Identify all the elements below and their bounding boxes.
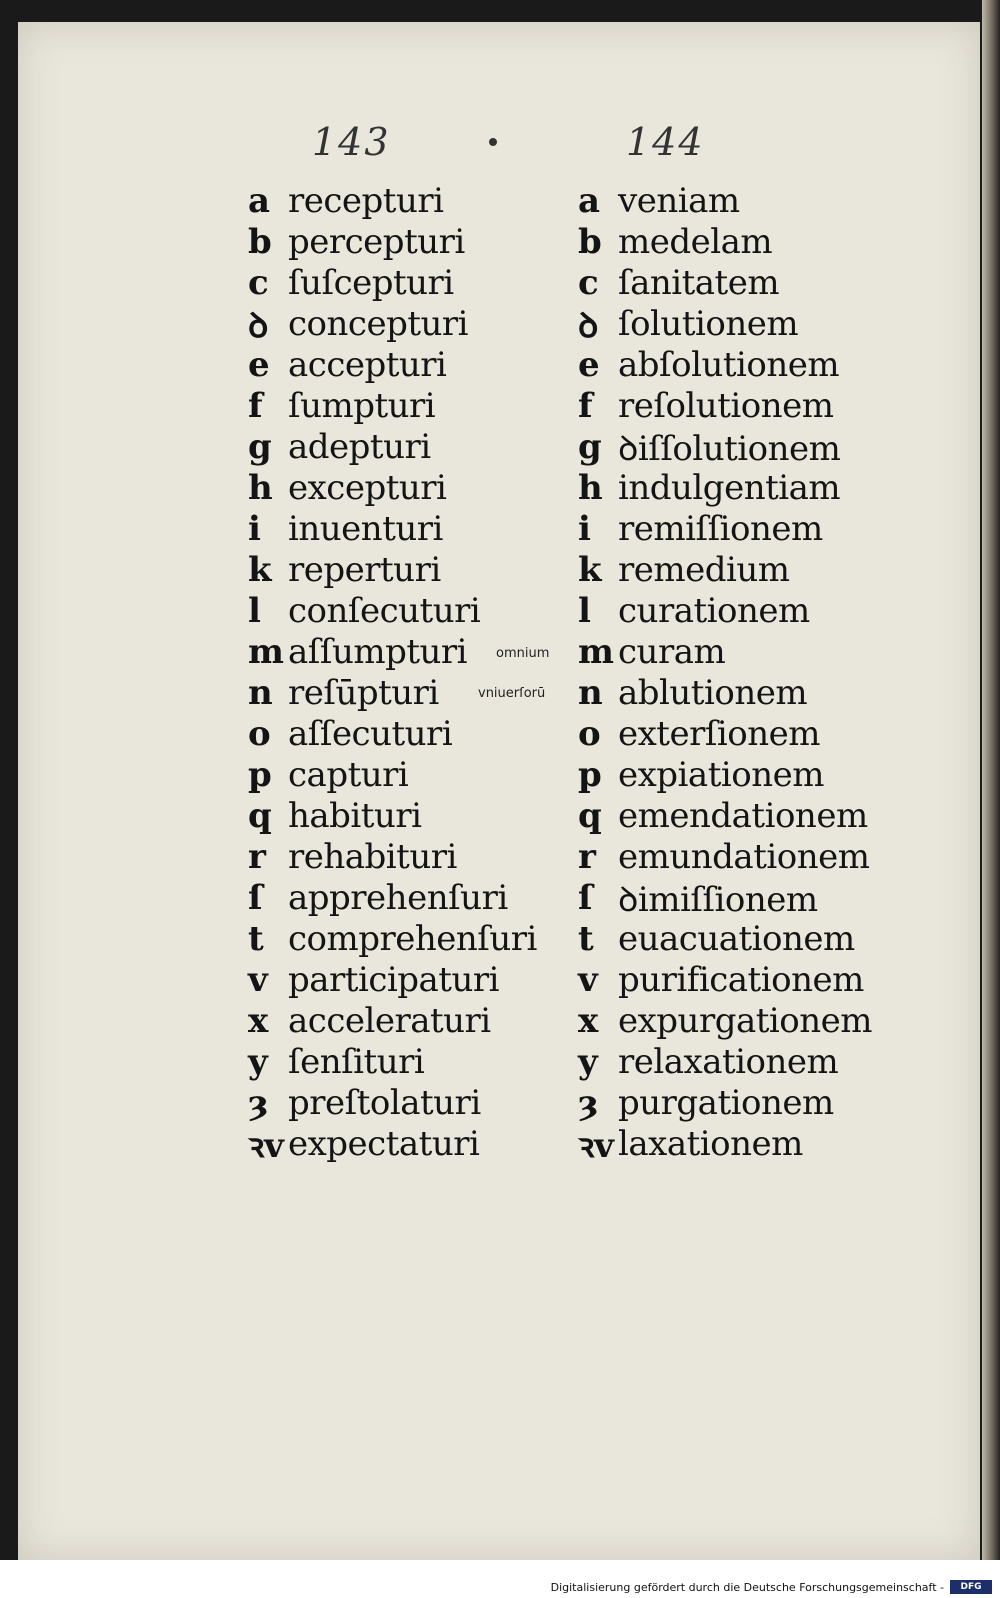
row-word: apprehenſuri [288, 877, 508, 918]
row-letter: k [578, 549, 602, 590]
page-edge [982, 0, 1000, 1598]
row-word: comprehenſuri [288, 918, 537, 959]
word-row [578, 918, 872, 959]
row-letter: g [248, 426, 272, 467]
row-word: abſolutionem [618, 344, 840, 385]
word-row [248, 344, 537, 385]
row-letter: v [578, 959, 598, 1000]
row-letter: ꝛv [578, 1125, 614, 1166]
row-word: reſūpturi [288, 672, 439, 713]
row-word: medelam [618, 221, 773, 262]
row-letter: t [248, 918, 264, 959]
row-word: recepturi [288, 180, 444, 221]
row-letter: r [248, 836, 266, 877]
row-word: aſſumpturi [288, 631, 468, 672]
row-letter: e [248, 344, 270, 385]
word-row [578, 303, 872, 344]
row-letter: ꝺ [248, 305, 269, 346]
row-word: ſumpturi [288, 385, 436, 426]
row-letter: p [248, 754, 272, 795]
row-letter: f [248, 385, 263, 426]
row-word: inuenturi [288, 508, 443, 549]
row-word: ſuſcepturi [288, 262, 454, 303]
row-letter: x [248, 1000, 269, 1041]
row-letter: h [248, 467, 273, 508]
dfg-logo: DFG [950, 1580, 992, 1594]
word-row [248, 713, 537, 754]
row-word: expiationem [618, 754, 824, 795]
word-row [578, 1123, 872, 1164]
row-word: ſenſituri [288, 1041, 425, 1082]
word-row [578, 1041, 872, 1082]
word-row [248, 836, 537, 877]
word-row [248, 877, 537, 918]
row-letter: r [578, 836, 596, 877]
row-word: purificationem [618, 959, 864, 1000]
handwritten-page-number-left: 143 [312, 120, 391, 164]
word-row [248, 1123, 537, 1164]
word-row [578, 590, 872, 631]
word-row [578, 344, 872, 385]
digitization-footer [0, 1560, 1000, 1598]
row-letter: n [578, 672, 603, 713]
row-word: indulgentiam [618, 467, 841, 508]
word-row [578, 1000, 872, 1041]
word-row [248, 549, 537, 590]
row-word: preſtolaturi [288, 1082, 481, 1123]
row-word: adepturi [288, 426, 431, 467]
right-word-column [578, 180, 872, 1164]
row-letter: ꝺ [578, 305, 599, 346]
word-row [578, 262, 872, 303]
word-row [578, 959, 872, 1000]
row-letter: o [248, 713, 271, 754]
row-letter: i [248, 508, 261, 549]
row-word: euacuationem [618, 918, 855, 959]
row-word: curationem [618, 590, 810, 631]
row-word: emundationem [618, 836, 870, 877]
word-row [248, 918, 537, 959]
word-row [578, 426, 872, 467]
row-word: ꝺiſſolutionem [618, 428, 841, 469]
row-letter: v [248, 959, 268, 1000]
row-letter: c [248, 262, 269, 303]
word-row [248, 180, 537, 221]
ink-dot [489, 138, 497, 146]
row-word: purgationem [618, 1082, 834, 1123]
row-letter: b [248, 221, 272, 262]
row-word: ſanitatem [618, 262, 780, 303]
word-row [578, 180, 872, 221]
row-letter: o [578, 713, 601, 754]
interlinear-gloss: omnium [496, 646, 550, 661]
row-word: ſolutionem [618, 303, 799, 344]
word-row [578, 508, 872, 549]
row-word: exterſionem [618, 713, 821, 754]
word-row [578, 672, 872, 713]
row-letter: h [578, 467, 603, 508]
row-letter: ſ [578, 877, 593, 918]
row-word: ꝺimiſſionem [618, 879, 818, 920]
row-letter: k [248, 549, 272, 590]
word-row [248, 426, 537, 467]
row-word: emendationem [618, 795, 868, 836]
row-word: reperturi [288, 549, 441, 590]
row-letter: q [248, 795, 272, 836]
word-row [248, 1041, 537, 1082]
row-letter: q [578, 795, 602, 836]
word-row [248, 590, 537, 631]
row-word: rehabituri [288, 836, 457, 877]
row-word: accepturi [288, 344, 447, 385]
row-letter: t [578, 918, 594, 959]
interlinear-gloss: vniuerſorū [478, 686, 546, 701]
row-word: remiſſionem [618, 508, 823, 549]
word-row [248, 631, 537, 672]
row-word: relaxationem [618, 1041, 839, 1082]
row-word: reſolutionem [618, 385, 834, 426]
row-letter: i [578, 508, 591, 549]
row-letter: p [578, 754, 602, 795]
row-letter: m [578, 631, 614, 672]
row-word: expurgationem [618, 1000, 873, 1041]
row-word: remedium [618, 549, 790, 590]
row-word: concepturi [288, 303, 469, 344]
word-row [578, 713, 872, 754]
row-letter: ȝ [248, 1082, 269, 1123]
left-word-column [248, 180, 537, 1164]
word-row [578, 795, 872, 836]
word-row [578, 221, 872, 262]
row-letter: y [248, 1041, 268, 1082]
row-letter: b [578, 221, 602, 262]
row-letter: ꝛv [248, 1125, 284, 1166]
row-word: acceleraturi [288, 1000, 491, 1041]
row-letter: c [578, 262, 599, 303]
word-row [248, 959, 537, 1000]
row-word: percepturi [288, 221, 465, 262]
word-row [248, 508, 537, 549]
word-row [248, 221, 537, 262]
word-row [248, 262, 537, 303]
row-word: habituri [288, 795, 422, 836]
row-word: participaturi [288, 959, 499, 1000]
row-letter: n [248, 672, 273, 713]
word-row [248, 795, 537, 836]
row-word: excepturi [288, 467, 447, 508]
row-letter: a [578, 180, 601, 221]
row-letter: g [578, 426, 602, 467]
row-letter: e [578, 344, 600, 385]
row-word: capturi [288, 754, 409, 795]
row-letter: x [578, 1000, 599, 1041]
word-row [578, 549, 872, 590]
row-letter: ſ [248, 877, 263, 918]
word-row [578, 836, 872, 877]
word-row [578, 877, 872, 918]
word-row [248, 1000, 537, 1041]
row-letter: l [248, 590, 261, 631]
row-letter: f [578, 385, 593, 426]
word-row [248, 303, 537, 344]
word-row [578, 1082, 872, 1123]
row-word: curam [618, 631, 726, 672]
word-row [248, 385, 537, 426]
word-row [578, 385, 872, 426]
row-letter: a [248, 180, 271, 221]
row-letter: ȝ [578, 1082, 599, 1123]
handwritten-page-number-right: 144 [626, 120, 705, 164]
row-letter: y [578, 1041, 598, 1082]
row-word: ablutionem [618, 672, 808, 713]
row-letter: l [578, 590, 591, 631]
row-word: laxationem [618, 1123, 803, 1164]
row-letter: m [248, 631, 284, 672]
word-row [578, 754, 872, 795]
footer-text: Digitalisierung gefördert durch die Deutsche Forschungsgemeinschaft - [550, 1581, 944, 1594]
row-word: expectaturi [288, 1123, 480, 1164]
word-row [248, 754, 537, 795]
row-word: conſecuturi [288, 590, 481, 631]
word-row [248, 1082, 537, 1123]
word-row [248, 467, 537, 508]
row-word: aſſecuturi [288, 713, 453, 754]
row-word: veniam [618, 180, 740, 221]
word-row [578, 631, 872, 672]
word-row [578, 467, 872, 508]
